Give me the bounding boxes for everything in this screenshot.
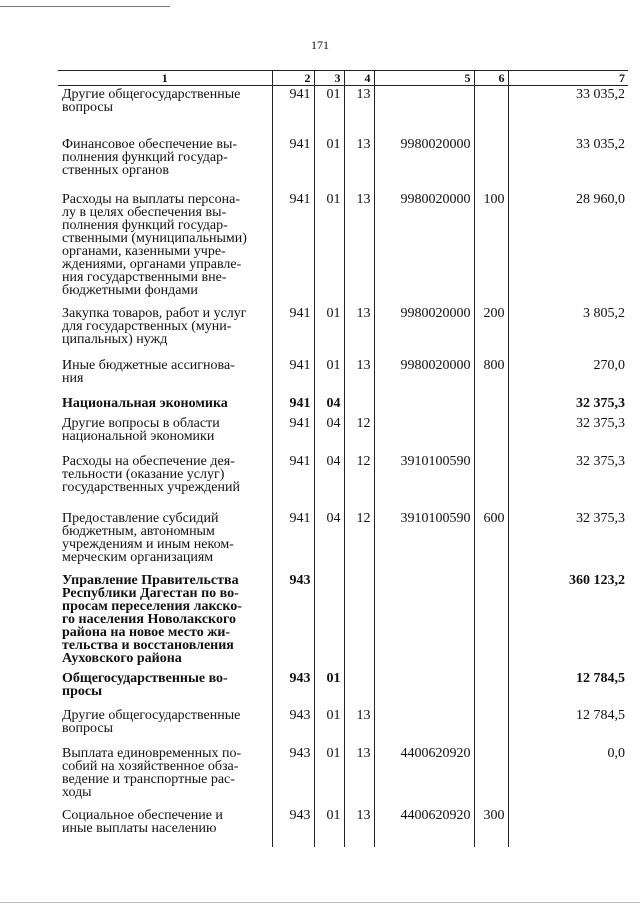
expense-type-cell bbox=[474, 670, 508, 707]
expense-type-cell bbox=[474, 395, 508, 415]
amount-cell: 0,0 bbox=[508, 745, 628, 807]
row-name-cell: Другие общегосударственные вопросы bbox=[62, 87, 241, 115]
subsection-code-cell: 13 bbox=[344, 136, 374, 191]
table-row bbox=[58, 357, 628, 395]
section-code-cell: 01 bbox=[314, 191, 344, 305]
table-row bbox=[58, 707, 628, 745]
expense-type-cell bbox=[474, 572, 508, 670]
row-name-cell: Выплата единовременных по- собий на хозяйственное обза- ведение и транспортные рас- ходы bbox=[62, 745, 242, 800]
target-article-cell bbox=[374, 707, 474, 745]
ministry-code-cell: 943 bbox=[272, 572, 314, 670]
expense-type-cell: 200 bbox=[474, 305, 508, 357]
ministry-code-cell: 941 bbox=[272, 191, 314, 305]
section-code-cell: 01 bbox=[314, 357, 344, 395]
row-name-cell: Общегосударственные во- просы bbox=[62, 670, 228, 699]
top-divider bbox=[0, 6, 170, 7]
expense-type-cell: 100 bbox=[474, 191, 508, 305]
column-header-target-article: 5 bbox=[374, 71, 474, 86]
row-name-cell: Социальное обеспечение и иные выплаты населению bbox=[62, 807, 223, 836]
ministry-code-cell: 941 bbox=[272, 305, 314, 357]
amount-cell: 12 784,5 bbox=[508, 707, 628, 745]
table-row bbox=[58, 136, 628, 191]
table-row bbox=[58, 510, 628, 572]
section-code-cell bbox=[314, 572, 344, 670]
expense-type-cell: 600 bbox=[474, 510, 508, 572]
expense-type-cell bbox=[474, 86, 508, 136]
ministry-code-cell: 943 bbox=[272, 745, 314, 807]
column-header-ministry: 2 bbox=[272, 71, 314, 86]
amount-cell: 32 375,3 bbox=[508, 395, 628, 415]
subsection-code-cell: 13 bbox=[344, 357, 374, 395]
column-header-subsection: 4 bbox=[344, 71, 374, 86]
table-row bbox=[58, 453, 628, 510]
row-name-cell: Закупка товаров, работ и услуг для государственных (муни- ципальных) нужд bbox=[62, 305, 247, 347]
column-header-name: 1 bbox=[58, 71, 272, 86]
section-code-cell: 04 bbox=[314, 415, 344, 453]
section-code-cell: 01 bbox=[314, 305, 344, 357]
page-number: 171 bbox=[311, 38, 329, 52]
amount-cell: 28 960,0 bbox=[508, 191, 628, 305]
ministry-code-cell: 941 bbox=[272, 357, 314, 395]
table-row bbox=[58, 670, 628, 707]
amount-cell: 270,0 bbox=[508, 357, 628, 395]
target-article-cell: 9980020000 bbox=[374, 191, 474, 305]
subsection-code-cell: 13 bbox=[344, 305, 374, 357]
expense-type-cell bbox=[474, 707, 508, 745]
target-article-cell: 3910100590 bbox=[374, 453, 474, 510]
subsection-code-cell bbox=[344, 572, 374, 670]
target-article-cell bbox=[374, 395, 474, 415]
expense-type-cell bbox=[474, 453, 508, 510]
section-code-cell: 04 bbox=[314, 453, 344, 510]
amount-cell: 33 035,2 bbox=[508, 86, 628, 136]
section-code-cell: 01 bbox=[314, 745, 344, 807]
subsection-code-cell: 12 bbox=[344, 415, 374, 453]
subsection-code-cell: 12 bbox=[344, 453, 374, 510]
row-name-cell: Управление Правительства Республики Дагестан по во- просам переселения лакско- го населения Новолакского района на новое место жи- тельства и восстановления Ауховского района bbox=[62, 572, 242, 666]
section-code-cell: 01 bbox=[314, 136, 344, 191]
subsection-code-cell: 13 bbox=[344, 191, 374, 305]
ministry-code-cell: 943 bbox=[272, 670, 314, 707]
table-row bbox=[58, 86, 628, 136]
ministry-code-cell: 941 bbox=[272, 453, 314, 510]
expense-type-cell: 300 bbox=[474, 807, 508, 847]
row-name-cell: Расходы на обеспечение дея- тельности (оказание услуг) государственных учреждений bbox=[62, 453, 240, 495]
target-article-cell bbox=[374, 415, 474, 453]
table-row bbox=[58, 191, 628, 305]
target-article-cell: 9980020000 bbox=[374, 136, 474, 191]
row-name-cell: Финансовое обеспечение вы- полнения функций государ- ственных органов bbox=[62, 136, 238, 178]
table-row bbox=[58, 745, 628, 807]
table-row bbox=[58, 305, 628, 357]
amount-cell: 360 123,2 bbox=[508, 572, 628, 670]
subsection-code-cell: 12 bbox=[344, 510, 374, 572]
target-article-cell: 9980020000 bbox=[374, 357, 474, 395]
ministry-code-cell: 941 bbox=[272, 86, 314, 136]
ministry-code-cell: 943 bbox=[272, 807, 314, 847]
amount-cell: 32 375,3 bbox=[508, 415, 628, 453]
subsection-code-cell: 13 bbox=[344, 745, 374, 807]
ministry-code-cell: 941 bbox=[272, 510, 314, 572]
row-name-cell: Национальная экономика bbox=[62, 395, 228, 411]
expense-type-cell: 800 bbox=[474, 357, 508, 395]
target-article-cell: 4400620920 bbox=[374, 745, 474, 807]
budget-table bbox=[58, 70, 628, 847]
section-code-cell: 01 bbox=[314, 670, 344, 707]
target-article-cell: 9980020000 bbox=[374, 305, 474, 357]
subsection-code-cell bbox=[344, 395, 374, 415]
section-code-cell: 04 bbox=[314, 395, 344, 415]
ministry-code-cell: 941 bbox=[272, 136, 314, 191]
row-name-cell: Расходы на выплаты персона- лу в целях обеспечения вы- полнения функций государ- ственными (муниципальными) органами, казенными учре- ждениями, органами управле- ния государственными вне- бюджетными фондами bbox=[62, 191, 247, 298]
column-header-amount: 7 bbox=[508, 71, 628, 86]
ministry-code-cell: 943 bbox=[272, 707, 314, 745]
amount-cell: 12 784,5 bbox=[508, 670, 628, 707]
row-name-cell: Другие общегосударственные вопросы bbox=[62, 707, 241, 736]
target-article-cell: 4400620920 bbox=[374, 807, 474, 847]
amount-cell: 32 375,3 bbox=[508, 510, 628, 572]
section-code-cell: 04 bbox=[314, 510, 344, 572]
ministry-code-cell: 941 bbox=[272, 395, 314, 415]
target-article-cell bbox=[374, 670, 474, 707]
subsection-code-cell: 13 bbox=[344, 86, 374, 136]
target-article-cell bbox=[374, 86, 474, 136]
column-header-section: 3 bbox=[314, 71, 344, 86]
amount-cell: 32 375,3 bbox=[508, 453, 628, 510]
ministry-code-cell: 941 bbox=[272, 415, 314, 453]
row-name-cell: Другие вопросы в области национальной экономики bbox=[62, 415, 220, 444]
subsection-code-cell: 13 bbox=[344, 807, 374, 847]
row-name-cell: Иные бюджетные ассигнова- ния bbox=[62, 357, 235, 386]
target-article-cell bbox=[374, 572, 474, 670]
subsection-code-cell: 13 bbox=[344, 707, 374, 745]
amount-cell: 3 805,2 bbox=[508, 305, 628, 357]
amount-cell: 33 035,2 bbox=[508, 136, 628, 191]
subsection-code-cell bbox=[344, 670, 374, 707]
header-row bbox=[58, 71, 628, 86]
row-name-cell: Предоставление субсидий бюджетным, автономным учреждениям и иным неком- мерческим организациям bbox=[62, 510, 234, 565]
expense-type-cell bbox=[474, 745, 508, 807]
table-row bbox=[58, 395, 628, 415]
section-code-cell: 01 bbox=[314, 86, 344, 136]
table-row bbox=[58, 807, 628, 847]
column-header-expense-type: 6 bbox=[474, 71, 508, 86]
table-row bbox=[58, 572, 628, 670]
amount-cell bbox=[508, 807, 628, 847]
table-row bbox=[58, 415, 628, 453]
expense-type-cell bbox=[474, 136, 508, 191]
table-body bbox=[58, 86, 628, 847]
bottom-divider bbox=[0, 902, 640, 903]
section-code-cell: 01 bbox=[314, 807, 344, 847]
section-code-cell: 01 bbox=[314, 707, 344, 745]
target-article-cell: 3910100590 bbox=[374, 510, 474, 572]
expense-type-cell bbox=[474, 415, 508, 453]
